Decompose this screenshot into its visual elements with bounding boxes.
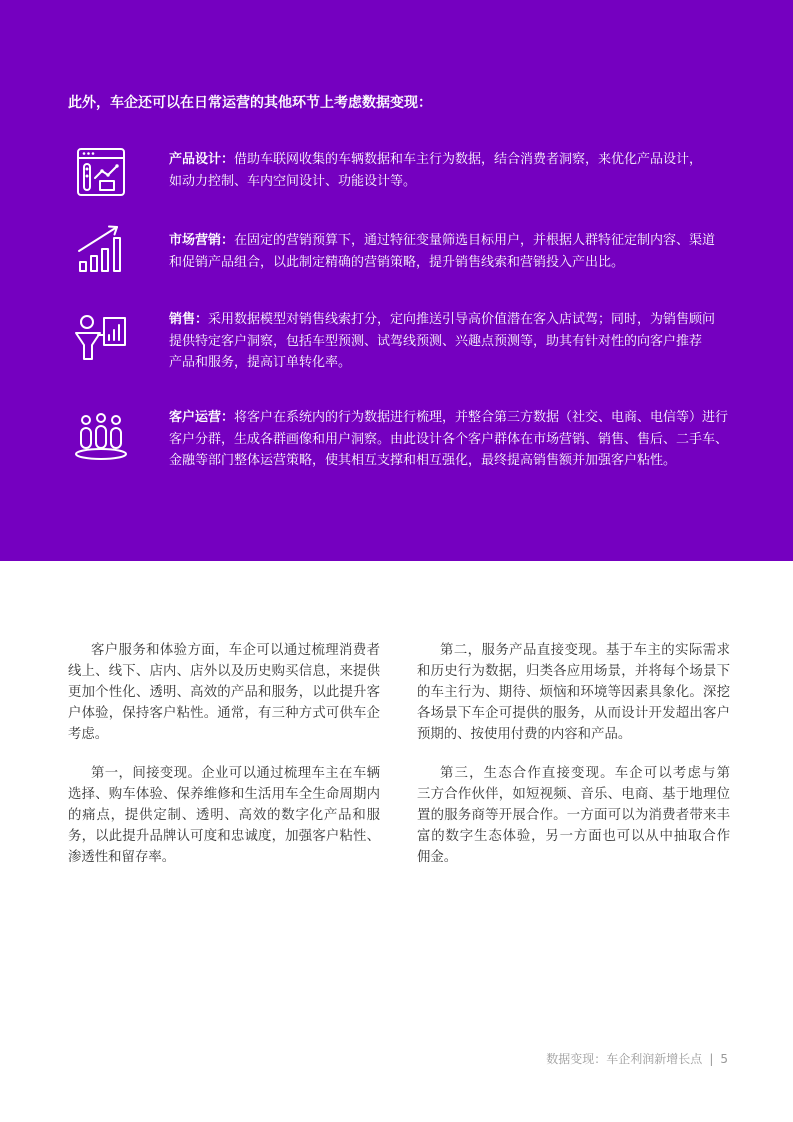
- paragraph-line: 各场景下车企可提供的服务，从而设计开发超出客户: [417, 706, 730, 721]
- item-text: [169, 230, 715, 273]
- item-line: 如动力控制、车内空间设计、功能设计等。: [169, 173, 417, 189]
- item-line: 提供特定客户洞察，包括车型预测、试驾线预测、兴趣点预测等，助其有针对性的向客户推荐: [169, 333, 703, 349]
- item-line: 客户分群，生成各群画像和用户洞察。由此设计各个客户群体在市场营销、销售、售后、二手车、: [169, 431, 729, 447]
- paragraph-line: 户体验，保持客户粘性。通常，有三种方式可供车企: [68, 706, 380, 721]
- paragraph-line: 渗透性和留存率。: [68, 850, 176, 865]
- item-line: 产品和服务，提高订单转化率。: [169, 355, 352, 370]
- paragraph-line: 更加个性化、透明、高效的产品和服务，以此提升客: [68, 685, 380, 700]
- paragraph-line: 的痛点，提供定制、透明、高效的数字化产品和服: [68, 808, 380, 823]
- paragraph-line: 客户服务和体验方面，车企可以通过梳理消费者: [91, 643, 380, 658]
- paragraph-line: 线上、线下、店内、店外以及历史购买信息，来提供: [68, 664, 380, 679]
- paragraph-line: 三方合作伙伴，如短视频、音乐、电商、基于地理位: [417, 787, 730, 802]
- presenter-funnel-icon: [74, 313, 128, 367]
- paragraph-line: 佣金。: [417, 850, 458, 865]
- paragraph: [68, 640, 380, 745]
- item-line-text: 借助车联网收集的车辆数据和车主行为数据，结合消费者洞察，来优化产品设计，: [234, 152, 703, 167]
- paragraph-line: 第二，服务产品直接变现。基于车主的实际需求: [440, 643, 730, 658]
- item-line: 和促销产品组合，以此制定精确的营销策略，提升销售线索和营销投入产出比。: [169, 254, 625, 270]
- item-marketing: [0, 230, 793, 300]
- paragraph: [417, 640, 730, 745]
- page-number: 5: [720, 1052, 728, 1066]
- item-label: 产品设计：: [169, 152, 235, 167]
- page-footer: [546, 1051, 728, 1067]
- item-label: 销售：: [169, 312, 209, 327]
- item-line: [169, 230, 715, 252]
- item-line-text: 采用数据模型对销售线索打分，定向推送引导高价值潜在客入店试驾；同时，为销售顾问: [208, 312, 716, 327]
- item-label: 客户运营：: [169, 410, 235, 425]
- browser-chart-icon: [76, 147, 126, 197]
- footer-separator: |: [709, 1052, 714, 1066]
- item-text: [169, 309, 715, 374]
- item-line: [169, 407, 728, 429]
- paragraph-line: 预期的、按使用付费的内容和产品。: [417, 727, 632, 742]
- rising-bar-chart-icon: [76, 223, 126, 273]
- item-line: 金融等部门整体运营策略，使其相互支撑和相互强化，最终提高销售额并加强客户粘性。: [169, 453, 677, 468]
- customer-group-icon: [74, 412, 128, 466]
- paragraph-line: 置的服务商等开展合作。一方面可以为消费者带来丰: [417, 808, 730, 823]
- item-line-text: 将客户在系统内的行为数据进行梳理，并整合第三方数据（社交、电商、电信等）进行: [234, 410, 729, 425]
- paragraph-line: 考虑。: [68, 727, 109, 742]
- item-customer-operations: [0, 407, 793, 477]
- item-sales: [0, 309, 793, 379]
- item-line: [169, 149, 702, 171]
- item-product-design: [0, 149, 793, 219]
- paragraph-line: 和历史行为数据，归类各应用场景，并将每个场景下: [417, 664, 730, 679]
- paragraph-line: 富的数字生态体验，另一方面也可以从中抽取合作: [417, 829, 730, 844]
- paragraph-line: 第三，生态合作直接变现。车企可以考虑与第: [440, 766, 730, 781]
- item-line-text: 在固定的营销预算下，通过特征变量筛选目标用户，并根据人群特征定制内容、渠道: [234, 233, 716, 248]
- paragraph-line: 第一，间接变现。企业可以通过梳理车主在车辆: [91, 766, 380, 781]
- footer-title: 数据变现：车企利润新增长点: [546, 1052, 703, 1066]
- item-text: [169, 407, 728, 472]
- paragraph-line: 选择、购车体验、保养维修和生活用车全生命周期内: [68, 787, 380, 802]
- item-text: [169, 149, 702, 192]
- paragraph-line: 的车主行为、期待、烦恼和环境等因素具象化。深挖: [417, 685, 730, 700]
- item-label: 市场营销：: [169, 233, 235, 248]
- paragraph-line: 务，以此提升品牌认可度和忠诚度，加强客户粘性、: [68, 829, 380, 844]
- paragraph: [68, 763, 380, 868]
- panel-heading: 此外，车企还可以在日常运营的其他环节上考虑数据变现：: [68, 95, 432, 111]
- paragraph: [417, 763, 730, 868]
- item-line: [169, 309, 715, 331]
